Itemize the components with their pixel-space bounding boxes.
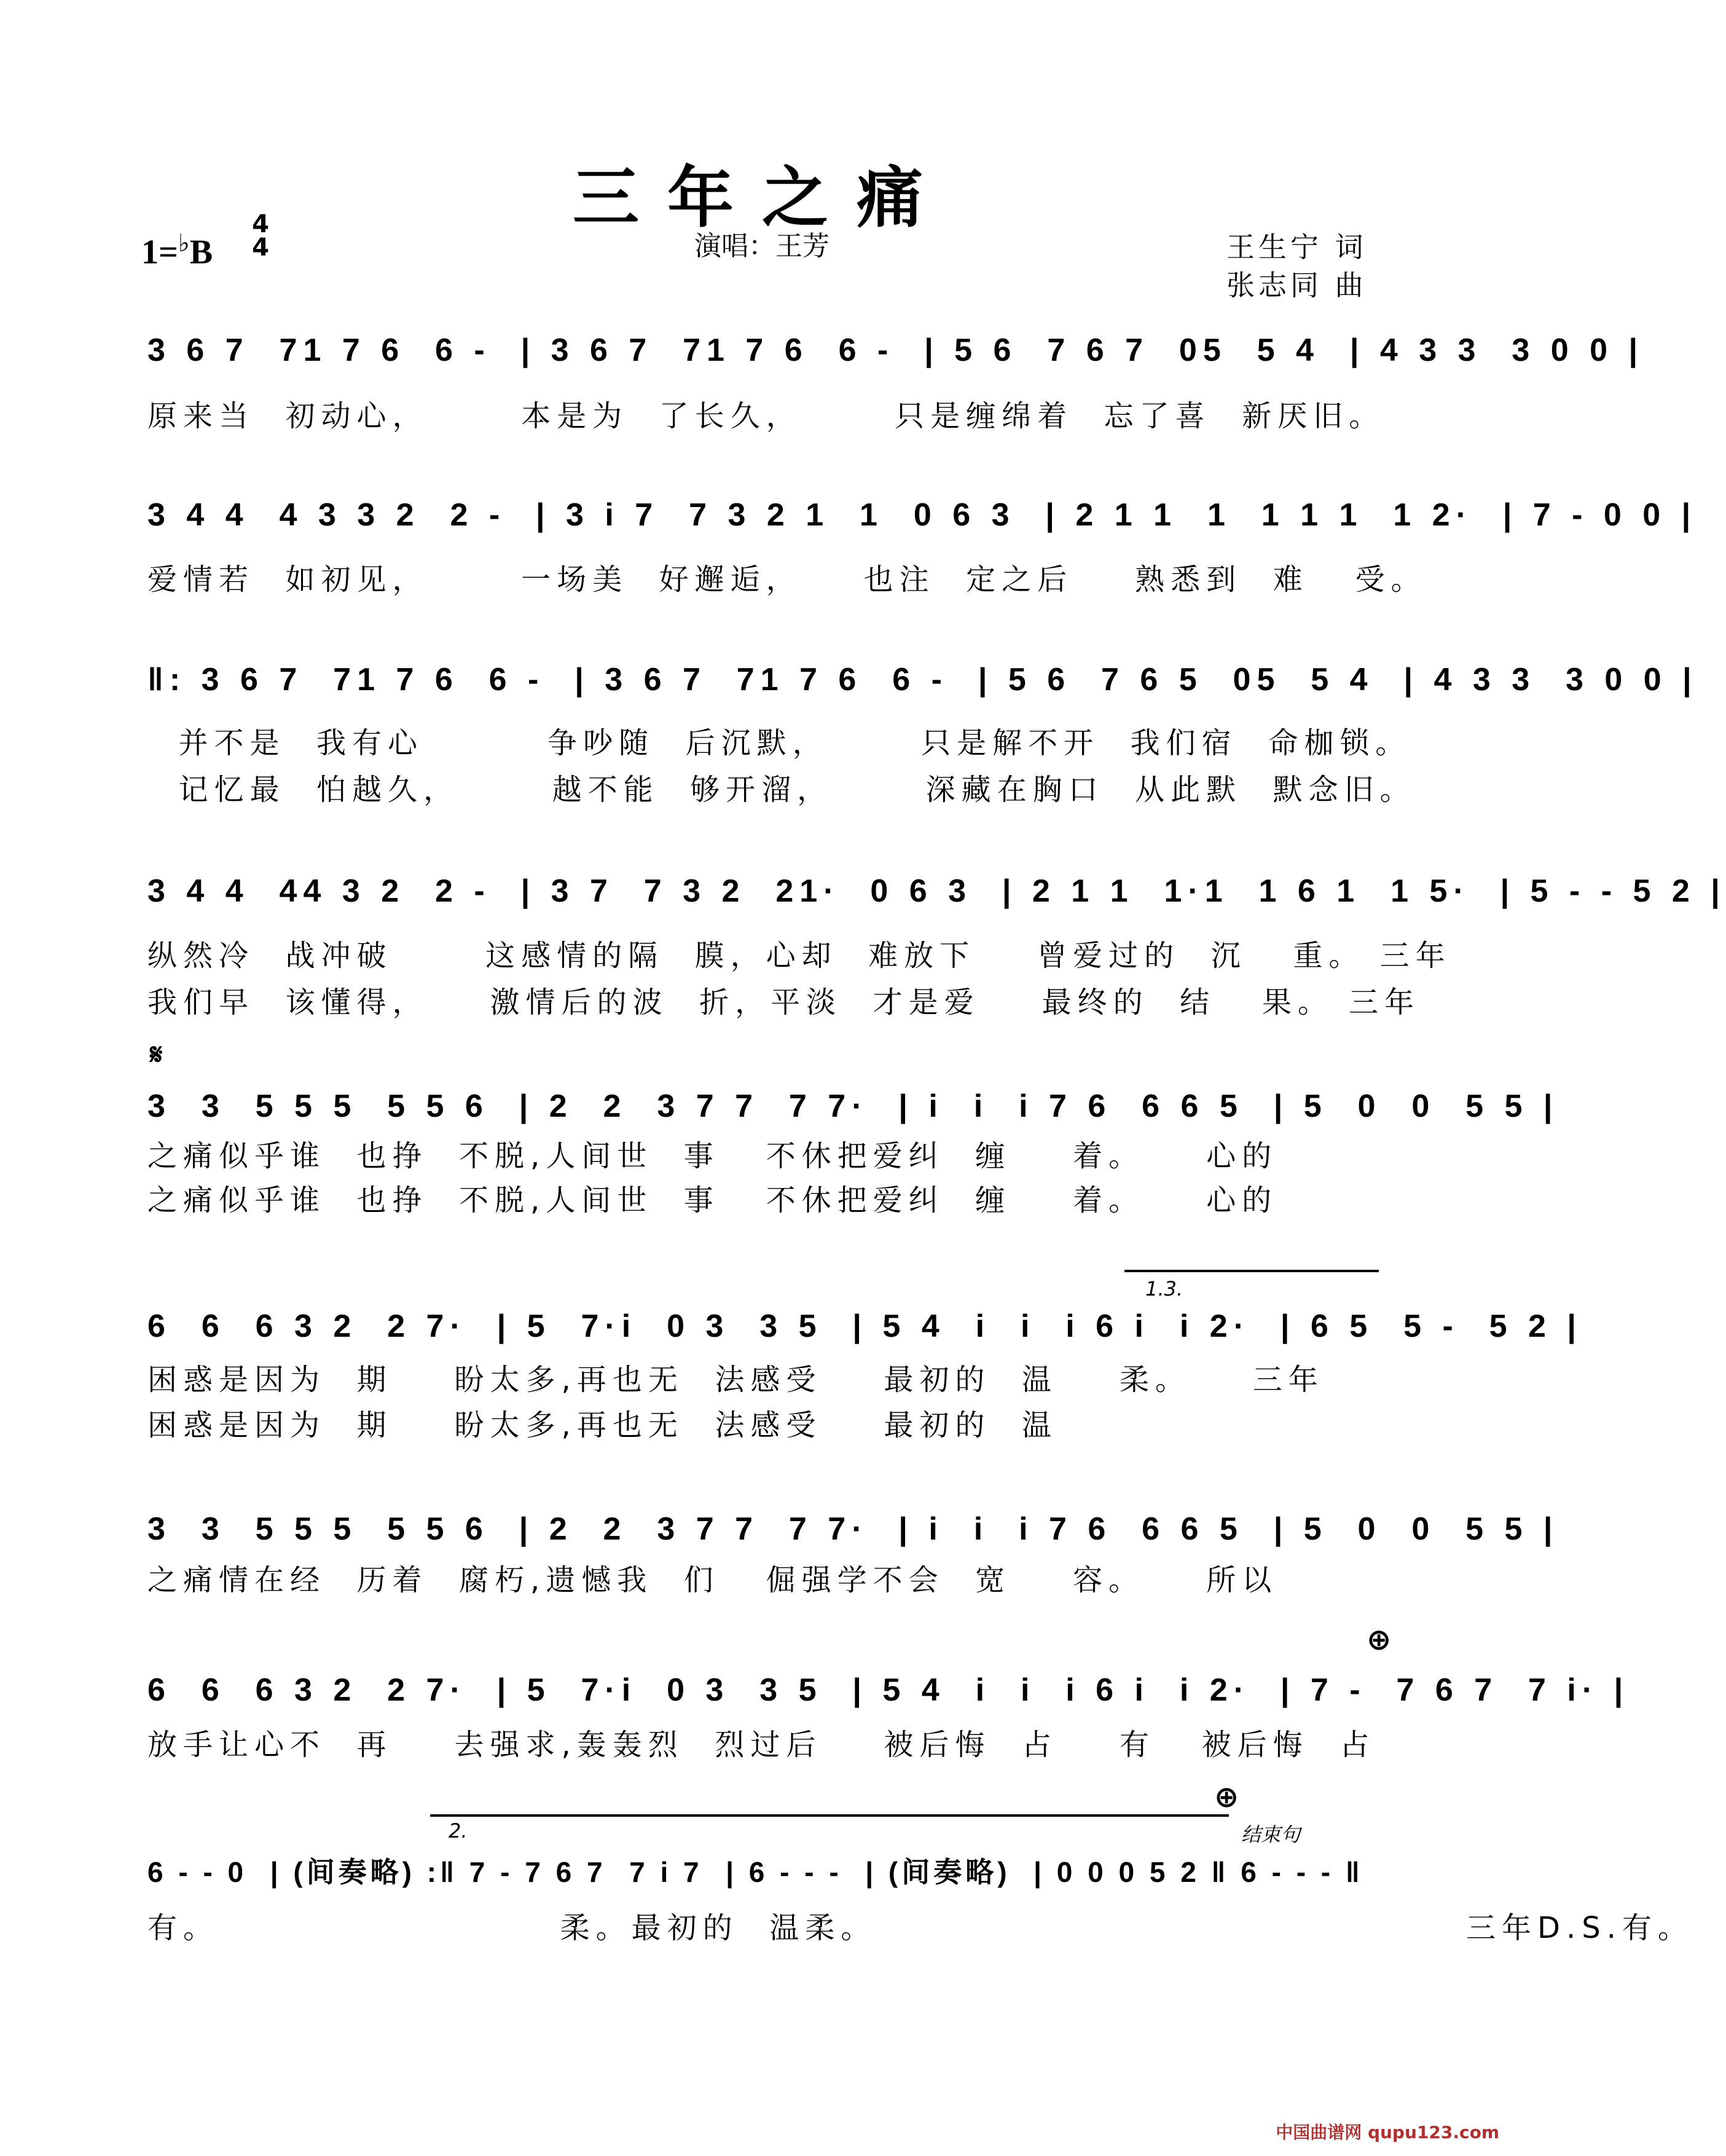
coda-sign-1: ⊕ [1367,1623,1392,1657]
meter-bottom: 4 [252,234,269,262]
lyrics-line-6b: 困惑是因为 期 盼太多,再也无 法感受 最初的 温 [147,1408,1057,1442]
notation-line-1: 3 6 7 71 7 6 6 - | 3 6 7 71 7 6 6 - | 5 6 7 6 7 05 5 4 | 4 3 3 3 0 0 | [147,332,1644,368]
lyrics-line-5a: 之痛似乎谁 也挣 不脱,人间世 事 不休把爱纠 缠 着。 心的 [147,1139,1278,1173]
notation-line-9: 6 - - 0 | (间奏略) :‖ 7 - 7 6 7 7 i 7 | 6 - - - | (间奏略) | 0 0 0 5 2 ‖ 6 - - - ‖ [147,1856,1363,1888]
notation-line-2: 3 4 4 4 3 3 2 2 - | 3 i 7 7 3 2 1 1 0 6 3 | 2 1 1 1 1 1 1 1 2· | 7 - 0 0 | [147,497,1697,533]
lyrics-line-4b: 我们早 该懂得， 激情后的波 折，平淡 才是爱 最终的 结 果。 三年 [147,985,1421,1020]
key-prefix: 1= [141,233,178,272]
lyrics-line-1: 原来当 初动心， 本是为 了长久， 只是缠绵着 忘了喜 新厌旧。 [147,399,1385,433]
lyrics-line-3b: 记忆最 怕越久， 越不能 够开溜， 深藏在胸口 从此默 默念旧。 [147,773,1416,807]
volta-bracket-1 [1124,1270,1379,1272]
lyrics-line-9: 有。 柔。最初的 温柔。 三年D.S.有。 [147,1911,1693,1945]
volta-bracket-2 [430,1814,1229,1817]
ending-label: 结束句 [1241,1823,1301,1846]
lyrics-line-6a: 困惑是因为 期 盼太多,再也无 法感受 最初的 温 柔。 三年 [147,1363,1324,1397]
flat-sign: ♭ [178,229,190,257]
lyricist-credit: 王生宁 词 [1226,230,1367,264]
segno-sign: 𝄋 [150,1037,163,1072]
song-title: 三年之痛 [572,159,951,237]
lyrics-line-5b: 之痛似乎谁 也挣 不脱,人间世 事 不休把爱纠 缠 着。 心的 [147,1183,1278,1218]
lyrics-line-7: 之痛情在经 历着 腐朽,遗憾我 们 倔强学不会 宽 容。 所以 [147,1563,1278,1597]
lyrics-line-2: 爱情若 如初见， 一场美 好邂逅， 也注 定之后 熟悉到 难 受。 [147,562,1427,597]
meter-top: 4 [252,210,269,238]
notation-line-6: 6 6 6 3 2 2 7· | 5 7·i 0 3 3 5 | 5 4 i i i 6 i i 2· | 6 5 5 - 5 2 | [147,1308,1582,1344]
singer-credit: 演唱：王芳 [694,230,830,262]
notation-line-4: 3 4 4 44 3 2 2 - | 3 7 7 3 2 21· 0 6 3 | 2 1 1 1·1 1 6 1 1 5· | 5 - - 5 2 | [147,873,1726,909]
lyrics-line-8: 放手让心不 再 去强求,轰轰烈 烈过后 被后悔 占 有 被后悔 占 [147,1728,1376,1762]
key-signature [141,229,213,272]
notation-line-5: 3 3 5 5 5 5 5 6 | 2 2 3 7 7 7 7· | i i i 7 6 6 6 5 | 5 0 0 5 5 | [147,1088,1559,1124]
lyrics-line-3a: 并不是 我有心 争吵随 后沉默， 只是解不开 我们宿 命枷锁。 [147,726,1411,760]
notation-line-8: 6 6 6 3 2 2 7· | 5 7·i 0 3 3 5 | 5 4 i i i 6 i i 2· | 7 - 7 6 7 7 i· | [147,1672,1630,1708]
lyrics-line-4a: 纵然冷 战冲破 这感情的隔 膜，心却 难放下 曾爱过的 沉 重。 三年 [147,938,1451,973]
volta-label-1: 1.3. [1145,1277,1183,1300]
composer-credit: 张志同 曲 [1226,269,1367,302]
key-note: B [189,233,213,272]
time-signature [248,210,273,262]
site-watermark: 中国曲谱网 qupu123.com [1276,2122,1499,2142]
volta-label-2: 2. [449,1819,468,1843]
notation-line-3: ‖: 3 6 7 71 7 6 6 - | 3 6 7 71 7 6 6 - | 5 6 7 6 5 05 5 4 | 4 3 3 3 0 0 | [147,662,1698,698]
notation-line-7: 3 3 5 5 5 5 5 6 | 2 2 3 7 7 7 7· | i i i 7 6 6 6 5 | 5 0 0 5 5 | [147,1511,1559,1547]
coda-sign-2: ⊕ [1214,1780,1239,1814]
